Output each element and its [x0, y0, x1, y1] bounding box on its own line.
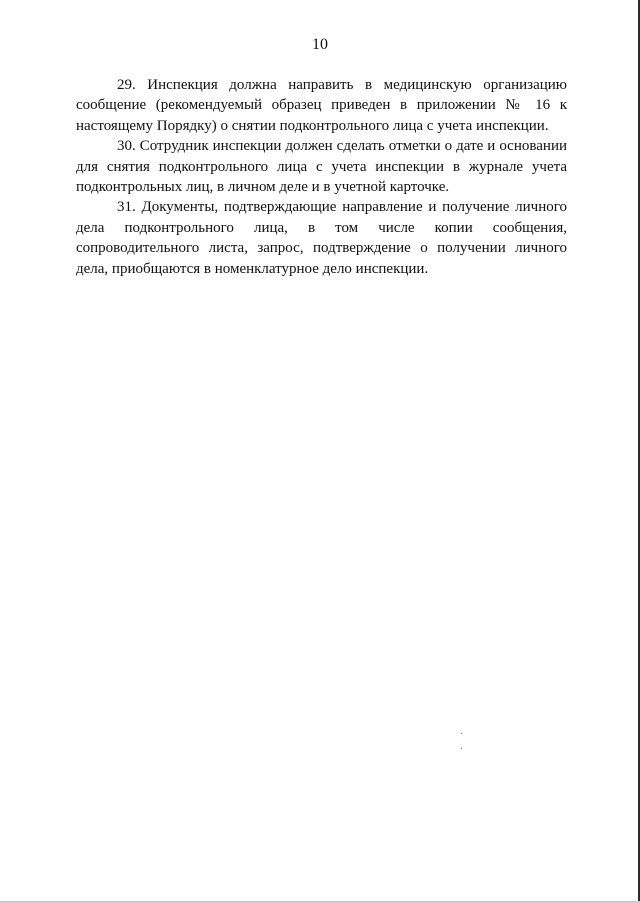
paragraph-29: 29. Инспекция должна направить в медицинскую организацию сообщение (рекомендуемый образец приведен в приложении № 16 к настоящему Порядку) о снятии подконтрольного лица с учета инспекции.	[76, 77, 567, 134]
paragraph-31: 31. Документы, подтверждающие направление и получение личного дела подконтрольного лица, в том числе копии сообщения, сопроводительного листа, запрос, подтверждение о получении личного дела, приобщаются в номенклатурное дело инспекции.	[76, 199, 567, 277]
scan-speck	[461, 733, 462, 734]
page-number: 10	[312, 36, 328, 53]
paragraph-30: 30. Сотрудник инспекции должен сделать отметки о дате и основании для снятия подконтрольного лица с учета инспекции в журнале учета подконтрольных лиц, в личном деле и в учетной карточке.	[76, 138, 567, 196]
scan-speck	[461, 748, 462, 749]
document-body	[76, 75, 567, 279]
